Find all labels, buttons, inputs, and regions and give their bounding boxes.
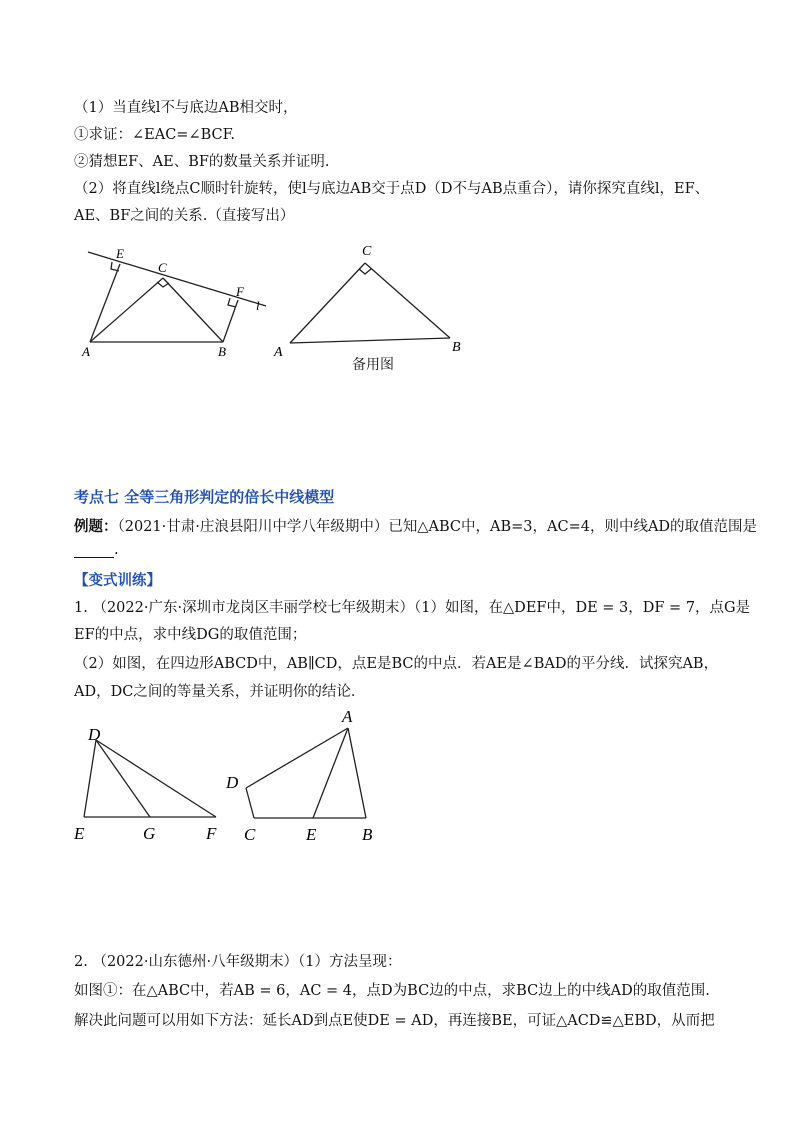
- figure-caption: 备用图: [352, 357, 394, 373]
- example-text: （2021·甘肃·庄浪县阳川中学八年级期中）已知△ABC中，AB=3，AC=4，则中线AD的取值范围是: [117, 519, 758, 535]
- label-c: C: [158, 260, 167, 275]
- label-e: E: [74, 824, 85, 843]
- label-b: B: [362, 825, 373, 844]
- label-a: A: [342, 707, 353, 726]
- figure-quadrilateral-abcd: [220, 702, 390, 847]
- figure-line-through-c: [80, 238, 280, 368]
- label-a: A: [274, 345, 283, 360]
- answer-blank: [74, 543, 114, 558]
- question1-line1: 1. （2022·广东·深圳市龙岗区丰丽学校七年级期末）（1）如图，在△DEF中，DE = 3，DF = 7，点G是: [74, 600, 751, 616]
- example-line: [74, 515, 757, 536]
- label-g: G: [143, 824, 156, 843]
- label-l: l: [256, 298, 260, 313]
- section-heading: 考点七 全等三角形判定的倍长中线模型: [74, 488, 335, 506]
- figure-triangle-def: [72, 722, 232, 847]
- label-f: F: [206, 824, 217, 843]
- label-c: C: [362, 244, 372, 259]
- question1-line4: AD，DC之间的等量关系，并证明你的结论．: [74, 684, 366, 700]
- variant-training-label: 【变式训练】: [74, 573, 161, 589]
- label-d: D: [226, 773, 239, 792]
- label-d: D: [88, 725, 101, 744]
- example-label: 例题：: [74, 518, 118, 535]
- question1-line3: （2）如图，在四边形ABCD中，AB∥CD，点E是BC的中点．若AE是∠BAD的平分线．试探究AB，: [74, 656, 719, 672]
- example-answer-line: [74, 542, 119, 558]
- label-c: C: [244, 825, 256, 844]
- question2-line3: 解决此问题可以用如下方法：延长AD到点E使DE = AD，再连接BE，可证△ACD≌△EBD，从而把: [74, 1013, 715, 1029]
- question1-line2: EF的中点，求中线DG的取值范围；: [74, 627, 307, 643]
- label-b: B: [218, 344, 226, 359]
- problem-part2-line-cont: AE、BF之间的关系.（直接写出）: [74, 208, 295, 224]
- label-a: A: [82, 344, 90, 359]
- label-b: B: [452, 340, 461, 355]
- problem-part2-line: （2）将直线l绕点C顺时针旋转，使l与底边AB交于点D（D不与AB点重合），请你探究直线l，EF、: [74, 181, 710, 197]
- problem-part1-guess-line: ②猜想EF、AE、BF的数量关系并证明.: [74, 154, 330, 170]
- label-e: E: [116, 246, 124, 261]
- question2-line1: 2. （2022·山东德州·八年级期末）（1）方法呈现：: [74, 954, 402, 970]
- example-end: .: [114, 542, 119, 558]
- label-e: E: [306, 825, 317, 844]
- problem-part1-proof-line: ①求证：∠EAC=∠BCF.: [74, 127, 236, 143]
- label-f: F: [236, 284, 244, 299]
- question2-line2: 如图①：在△ABC中，若AB = 6，AC = 4，点D为BC边的中点，求BC边上的中线AD的取值范围.: [74, 983, 710, 999]
- problem-part1-line: （1）当直线l不与底边AB相交时，: [74, 100, 298, 116]
